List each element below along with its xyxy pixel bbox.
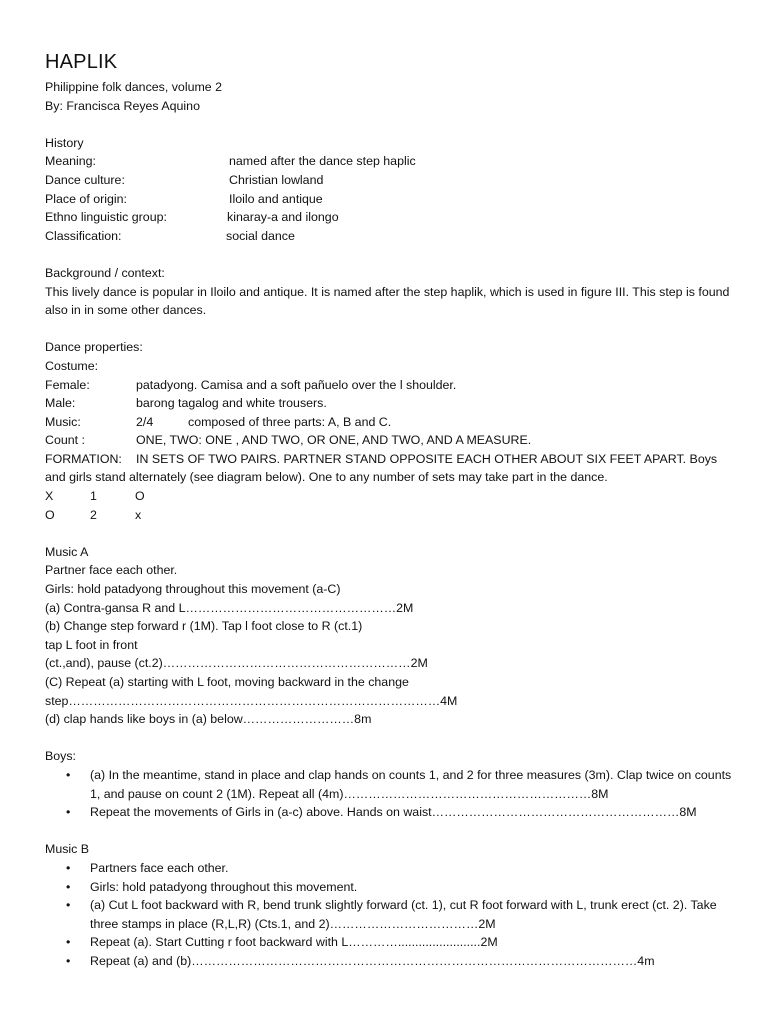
list-item: • (a) Cut L foot backward with R, bend trunk slightly forward (ct. 1), cut R foot forward with L, trunk erect (ct. 2). Take three stamps in place (R,L,R) (Cts.1, and 2)………………………………2M <box>45 896 735 933</box>
diagram-row: O 2 x <box>45 507 142 522</box>
history-row: Meaning: named after the dance step haplic <box>45 154 416 169</box>
female-row: Female: patadyong. Camisa and a soft pañuelo over the l shoulder. <box>45 377 457 392</box>
music-a-line: Girls: hold patadyong throughout this movement (a-C) <box>45 582 341 597</box>
list-item: • Repeat (a) and (b)………………………………………………………………………………………………4m <box>45 952 735 971</box>
diagram-row: X 1 O <box>45 489 145 504</box>
music-a-heading: Music A <box>45 544 89 559</box>
music-b-heading: Music B <box>45 842 90 857</box>
list-item: • Repeat (a). Start Cutting r foot backward with L…………........................2M <box>45 933 735 952</box>
history-row: Classification: social dance <box>45 228 295 243</box>
boys-heading: Boys: <box>45 749 76 764</box>
list-item: • Repeat the movements of Girls in (a-c) above. Hands on waist……………………………………………………8M <box>45 803 735 822</box>
properties-heading: Dance properties: <box>45 340 143 355</box>
music-a-line: (C) Repeat (a) starting with L foot, moving backward in the change <box>45 675 409 689</box>
music-a-line: step………………………………………………………………………………4M <box>45 693 458 708</box>
music-a-line: Partner face each other. <box>45 563 178 578</box>
music-a-line: tap L foot in front <box>45 637 138 652</box>
history-row: Dance culture: Christian lowland <box>45 172 324 187</box>
background-heading: Background / context: <box>45 265 165 280</box>
music-a-line: (ct.,and), pause (ct.2)……………………………………………………2M <box>45 656 428 671</box>
source-line: Philippine folk dances, volume 2 <box>45 80 223 94</box>
formation-text: FORMATION: IN SETS OF TWO PAIRS. PARTNER STAND OPPOSITE EACH OTHER ABOUT SIX FEET APART. Boys and girls stand alternately (see diagram below). One to any number of sets may take part in the dance. <box>45 451 718 485</box>
history-heading: History <box>45 135 84 150</box>
costume-label: Costume: <box>45 358 99 373</box>
count-row: Count : ONE, TWO: ONE , AND TWO, OR ONE, AND TWO, AND A MEASURE. <box>45 433 532 448</box>
history-table <box>45 152 735 245</box>
author-line: By: Francisca Reyes Aquino <box>45 98 200 113</box>
music-a-line: (a) Contra-gansa R and L……………………………………………2M <box>45 600 414 615</box>
document-title: HAPLIK <box>45 51 118 73</box>
music-a-line: (b) Change step forward r (1M). Tap l foot close to R (ct.1) <box>45 619 363 634</box>
formation-diagram <box>45 487 735 524</box>
music-row: Music: 2/4 composed of three parts: A, B and C. <box>45 414 392 429</box>
background-text: This lively dance is popular in Iloilo and antique. It is named after the step haplik, which is used in figure III. This step is found also in in some other dances. <box>45 284 730 318</box>
list-item: • Partners face each other. <box>45 859 735 878</box>
music-b-list <box>45 859 735 971</box>
boys-list <box>45 766 735 822</box>
document-page <box>45 50 735 971</box>
list-item: • (a) In the meantime, stand in place and clap hands on counts 1, and 2 for three measures (3m). Clap twice on counts 1, and pause on count 2 (1M). Repeat all (4m)……………………………………………………8M <box>45 766 735 803</box>
history-row: Ethno linguistic group: kinaray-a and ilongo <box>45 210 339 225</box>
male-row: Male: barong tagalog and white trousers. <box>45 396 327 411</box>
history-row: Place of origin: Iloilo and antique <box>45 191 323 206</box>
music-a-line: (d) clap hands like boys in (a) below………………………8m <box>45 712 372 727</box>
list-item: • Girls: hold patadyong throughout this movement. <box>45 878 735 897</box>
